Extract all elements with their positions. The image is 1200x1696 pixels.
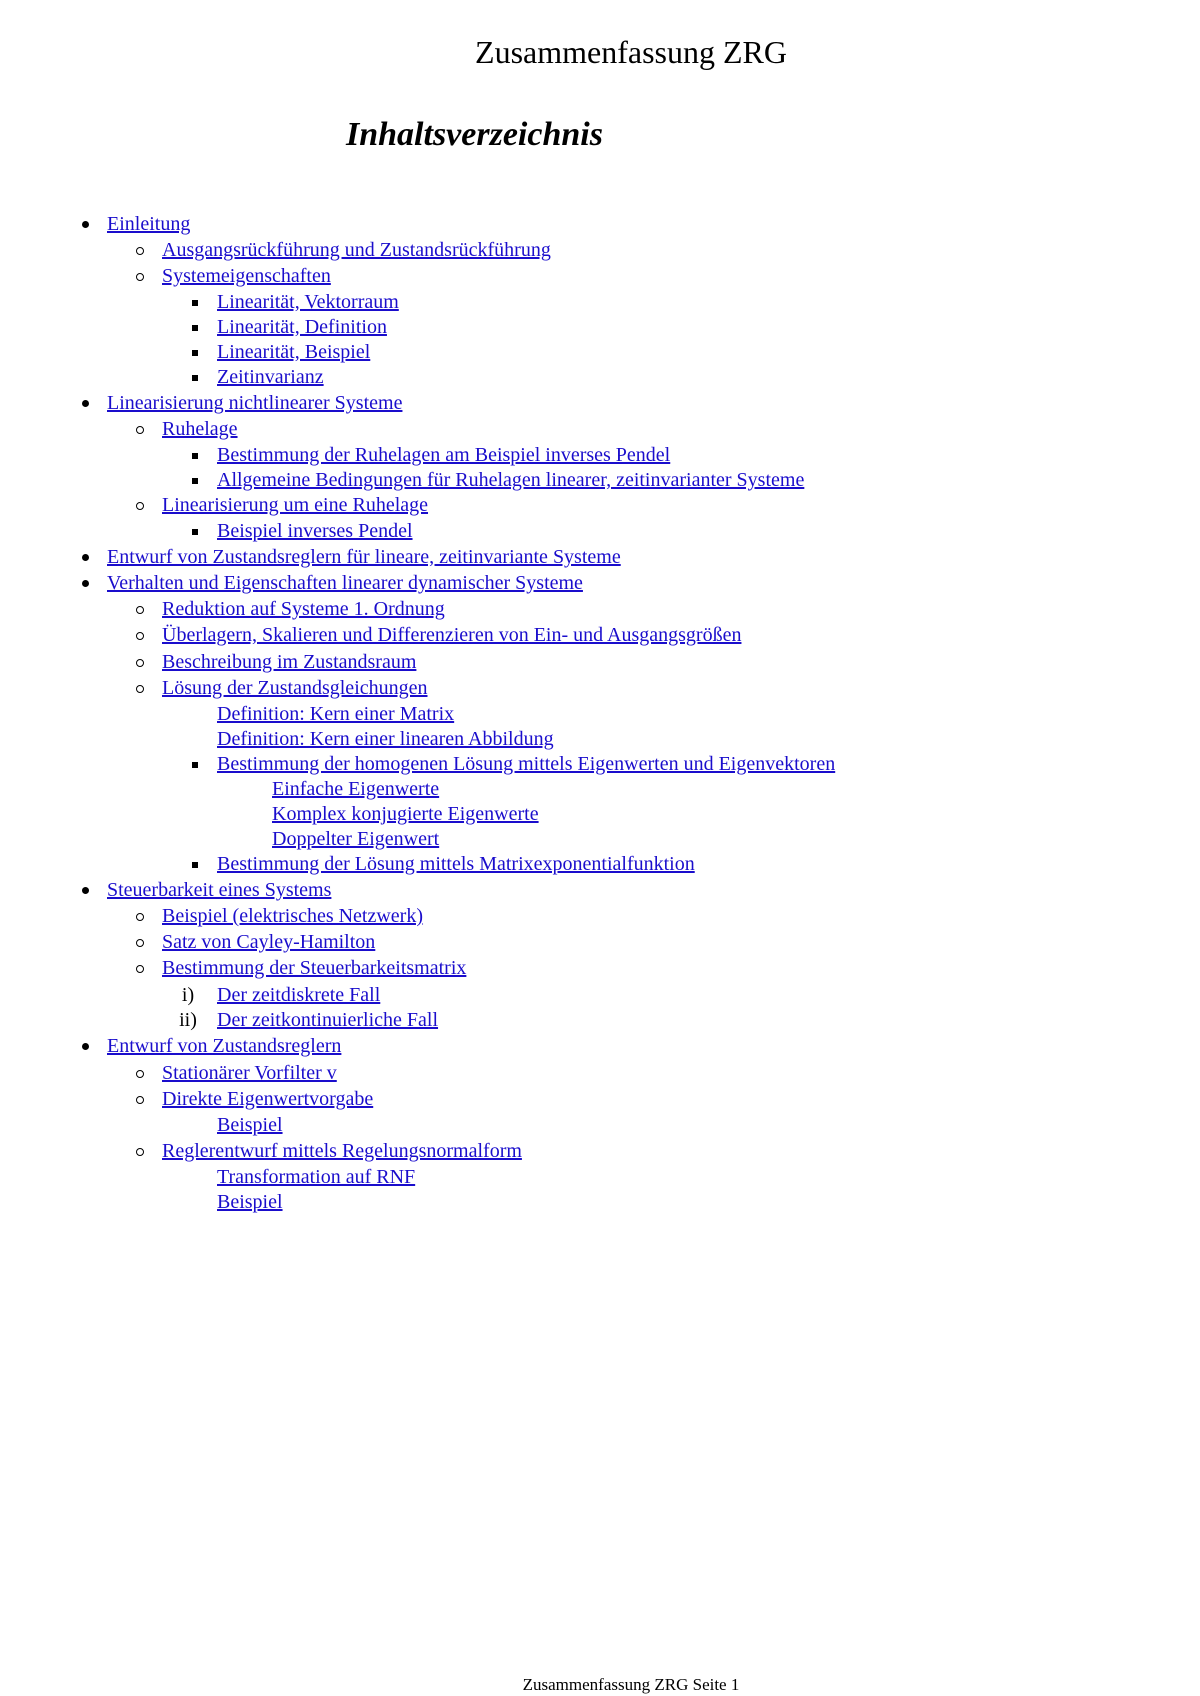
toc-entry	[0, 852, 1200, 877]
toc-entry	[0, 777, 1200, 802]
toc-link[interactable]: Linearität, Vektorraum	[217, 291, 399, 313]
toc-link[interactable]: Satz von Cayley-Hamilton	[162, 931, 376, 953]
toc-entry	[0, 493, 1200, 518]
toc-link[interactable]: Einfache Eigenwerte	[272, 778, 440, 800]
toc-link[interactable]: Komplex konjugierte Eigenwerte	[272, 803, 539, 825]
toc-link[interactable]: Ruhelage	[162, 418, 238, 440]
toc-entry	[0, 904, 1200, 929]
toc-link[interactable]: Beschreibung im Zustandsraum	[162, 651, 417, 673]
square-bullet-icon	[188, 443, 202, 468]
circle-bullet-icon	[133, 904, 147, 929]
toc-link[interactable]: Definition: Kern einer linearen Abbildung	[217, 728, 554, 750]
toc-entry	[0, 519, 1200, 544]
toc-link[interactable]: Einleitung	[107, 213, 191, 235]
toc-entry	[0, 650, 1200, 675]
toc-entry	[0, 930, 1200, 955]
toc-link[interactable]: Steuerbarkeit eines Systems	[107, 879, 332, 901]
toc-link[interactable]: Reglerentwurf mittels Regelungsnormalform	[162, 1140, 522, 1162]
circle-bullet-icon	[133, 417, 147, 442]
toc-entry	[0, 752, 1200, 777]
bullet-icon	[78, 545, 92, 570]
square-bullet-icon	[188, 340, 202, 365]
toc-entry	[0, 1190, 1200, 1215]
circle-bullet-icon	[133, 1139, 147, 1164]
circle-bullet-icon	[133, 676, 147, 701]
circle-bullet-icon	[133, 930, 147, 955]
toc-link[interactable]: Linearisierung nichtlinearer Systeme	[107, 392, 403, 414]
toc-link[interactable]: Systemeigenschaften	[162, 265, 331, 287]
toc-link[interactable]: Verhalten und Eigenschaften linearer dynamischer Systeme	[107, 572, 583, 594]
toc-link[interactable]: Beispiel (elektrisches Netzwerk)	[162, 905, 424, 927]
toc-link[interactable]: Bestimmung der homogenen Lösung mittels Eigenwerten und Eigenvektoren	[217, 753, 836, 775]
page-footer: Zusammenfassung ZRG Seite 1	[522, 1675, 740, 1694]
circle-bullet-icon	[133, 1061, 147, 1086]
toc-entry	[0, 571, 1200, 596]
toc-entry	[0, 827, 1200, 852]
bullet-icon	[78, 391, 92, 416]
circle-bullet-icon	[133, 956, 147, 981]
toc-link[interactable]: Doppelter Eigenwert	[272, 828, 440, 850]
toc-entry	[0, 238, 1200, 263]
toc-numbering: ii)	[179, 1009, 197, 1031]
circle-bullet-icon	[133, 493, 147, 518]
document-title: Zusammenfassung ZRG	[475, 34, 787, 70]
toc-link[interactable]: Transformation auf RNF	[217, 1166, 416, 1188]
toc-link[interactable]: Direkte Eigenwertvorgabe	[162, 1088, 374, 1110]
toc-link[interactable]: Reduktion auf Systeme 1. Ordnung	[162, 598, 445, 620]
toc-entry	[0, 1008, 1200, 1033]
square-bullet-icon	[188, 852, 202, 877]
toc-link[interactable]: Linearisierung um eine Ruhelage	[162, 494, 429, 516]
toc-entry	[0, 365, 1200, 390]
circle-bullet-icon	[133, 623, 147, 648]
toc-link[interactable]: Der zeitkontinuierliche Fall	[217, 1009, 439, 1031]
toc-entry	[0, 417, 1200, 442]
toc-entry	[0, 956, 1200, 981]
toc-entry	[0, 340, 1200, 365]
toc-entry	[0, 727, 1200, 752]
square-bullet-icon	[188, 519, 202, 544]
toc-entry	[0, 1139, 1200, 1164]
toc-link[interactable]: Bestimmung der Ruhelagen am Beispiel inverses Pendel	[217, 444, 671, 466]
circle-bullet-icon	[133, 597, 147, 622]
toc-link[interactable]: Beispiel	[217, 1114, 283, 1136]
square-bullet-icon	[188, 468, 202, 493]
toc-entry	[0, 878, 1200, 903]
toc-entry	[0, 676, 1200, 701]
toc-entry	[0, 1113, 1200, 1138]
toc-entry	[0, 443, 1200, 468]
toc-link[interactable]: Überlagern, Skalieren und Differenzieren von Ein- und Ausgangsgrößen	[162, 624, 742, 646]
square-bullet-icon	[188, 752, 202, 777]
toc-entry	[0, 1061, 1200, 1086]
toc-link[interactable]: Ausgangsrückführung und Zustandsrückführung	[162, 239, 551, 261]
toc-entry	[0, 212, 1200, 237]
toc-link[interactable]: Beispiel inverses Pendel	[217, 520, 413, 542]
toc-link[interactable]: Stationärer Vorfilter v	[162, 1062, 337, 1084]
toc-entry	[0, 702, 1200, 727]
toc-link[interactable]: Bestimmung der Steuerbarkeitsmatrix	[162, 957, 467, 979]
toc-entry	[0, 391, 1200, 416]
toc-link[interactable]: Linearität, Beispiel	[217, 341, 371, 363]
toc-entry	[0, 983, 1200, 1008]
toc-numbering: i)	[181, 984, 195, 1006]
circle-bullet-icon	[133, 650, 147, 675]
bullet-icon	[78, 1034, 92, 1059]
circle-bullet-icon	[133, 264, 147, 289]
circle-bullet-icon	[133, 238, 147, 263]
square-bullet-icon	[188, 315, 202, 340]
toc-entry	[0, 597, 1200, 622]
toc-link[interactable]: Entwurf von Zustandsreglern für lineare, zeitinvariante Systeme	[107, 546, 621, 568]
square-bullet-icon	[188, 365, 202, 390]
toc-link[interactable]: Allgemeine Bedingungen für Ruhelagen linearer, zeitinvarianter Systeme	[217, 469, 805, 491]
square-bullet-icon	[188, 290, 202, 315]
toc-entry	[0, 264, 1200, 289]
toc-heading: Inhaltsverzeichnis	[346, 116, 603, 153]
toc-entry	[0, 623, 1200, 648]
bullet-icon	[78, 571, 92, 596]
toc-link[interactable]: Bestimmung der Lösung mittels Matrixexponentialfunktion	[217, 853, 695, 875]
toc-link[interactable]: Der zeitdiskrete Fall	[217, 984, 381, 1006]
toc-link[interactable]: Lösung der Zustandsgleichungen	[162, 677, 428, 699]
bullet-icon	[78, 212, 92, 237]
toc-entry	[0, 1087, 1200, 1112]
toc-entry	[0, 1034, 1200, 1059]
toc-link[interactable]: Linearität, Definition	[217, 316, 387, 338]
toc-entry	[0, 545, 1200, 570]
toc-link[interactable]: Definition: Kern einer Matrix	[217, 703, 455, 725]
toc-link[interactable]: Zeitinvarianz	[217, 366, 324, 388]
toc-entry	[0, 315, 1200, 340]
toc-entry	[0, 290, 1200, 315]
bullet-icon	[78, 878, 92, 903]
toc-link[interactable]: Entwurf von Zustandsreglern	[107, 1035, 342, 1057]
toc-entry	[0, 802, 1200, 827]
circle-bullet-icon	[133, 1087, 147, 1112]
toc-entry	[0, 1165, 1200, 1190]
toc-link[interactable]: Beispiel	[217, 1191, 283, 1213]
toc-entry	[0, 468, 1200, 493]
